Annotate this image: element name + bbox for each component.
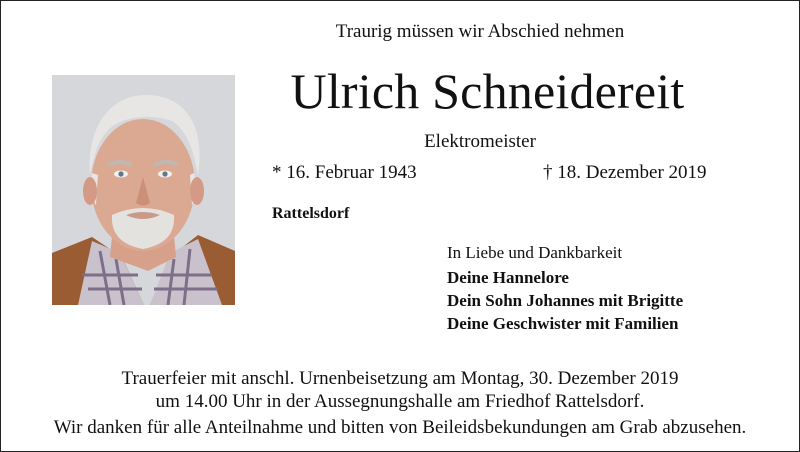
- profession: Elektromeister: [424, 131, 536, 152]
- place-of-residence: Rattelsdorf: [272, 205, 350, 222]
- portrait-photo: [52, 75, 235, 305]
- ceremony-line: Trauerfeier mit anschl. Urnenbeisetzung am Montag, 30. Dezember 2019: [121, 368, 679, 389]
- love-and-gratitude-line: In Liebe und Dankbarkeit: [447, 243, 623, 262]
- portrait-illustration: [52, 75, 235, 305]
- death-date: † 18. Dezember 2019: [543, 162, 707, 183]
- intro-line: Traurig müssen wir Abschied nehmen: [335, 21, 625, 42]
- mourner-line: Deine Hannelore: [447, 268, 569, 287]
- birth-date: * 16. Februar 1943: [272, 162, 417, 183]
- ceremony-line: um 14.00 Uhr in der Aussegnungshalle am Friedhof Rattelsdorf.: [155, 391, 645, 412]
- mourner-line: Deine Geschwister mit Familien: [447, 314, 679, 333]
- deceased-name: Ulrich Schneidereit: [290, 63, 685, 119]
- thanks-line: Wir danken für alle Anteilnahme und bitten von Beileidsbekundungen am Grab abzusehen.: [53, 417, 747, 438]
- mourner-line: Dein Sohn Johannes mit Brigitte: [447, 291, 684, 310]
